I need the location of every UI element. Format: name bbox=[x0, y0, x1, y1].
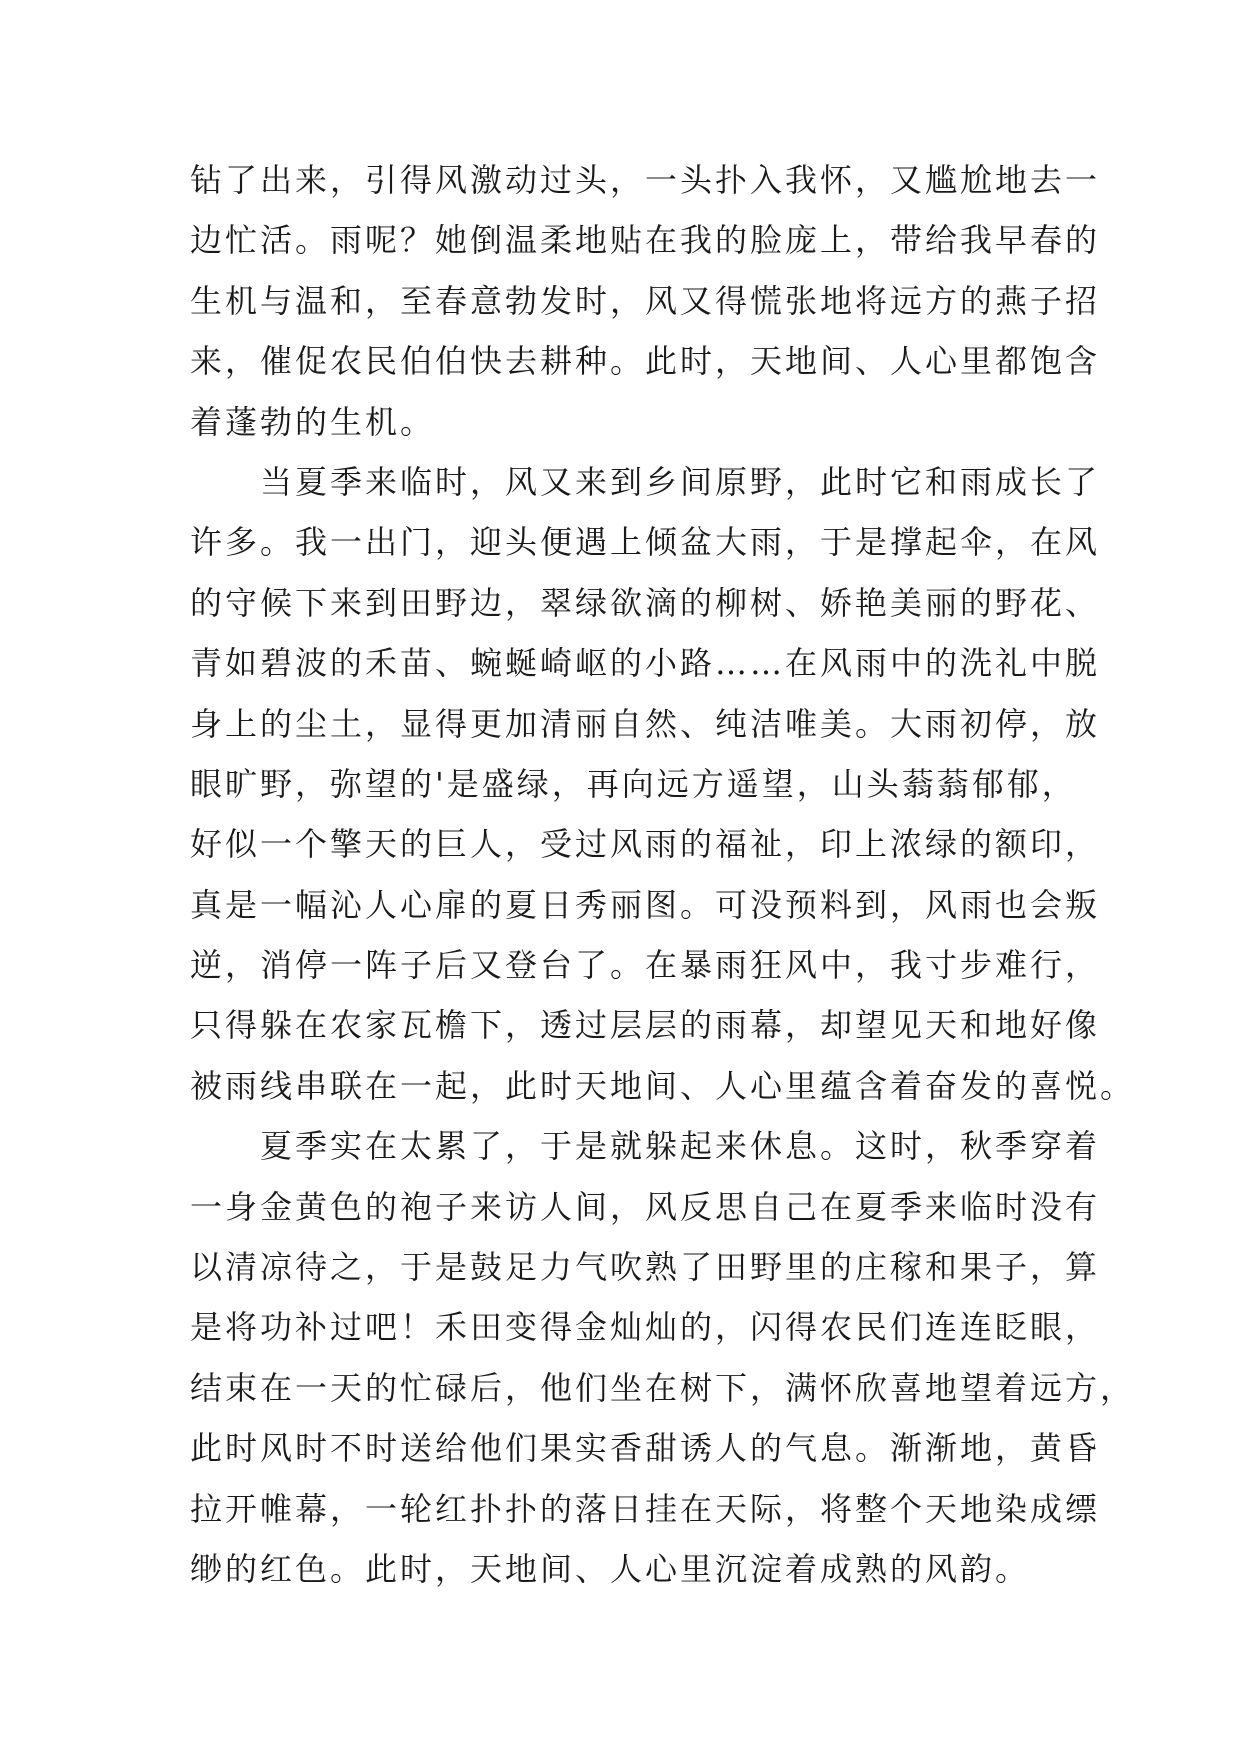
text-line: 逆，消停一阵子后又登台了。在暴雨狂风中，我寸步难行， bbox=[190, 946, 1101, 985]
text-line: 当夏季来临时，风又来到乡间原野，此时它和雨成长了 bbox=[260, 462, 1101, 501]
text-line: 缈的红色。此时，天地间、人心里沉淀着成熟的风韵。 bbox=[190, 1549, 1031, 1588]
text-line: 身上的尘土，显得更加清丽自然、纯洁唯美。大雨初停，放 bbox=[190, 704, 1101, 743]
text-line: 边忙活。雨呢？她倒温柔地贴在我的脸庞上，带给我早春的 bbox=[190, 221, 1101, 260]
text-line: 真是一幅沁人心扉的夏日秀丽图。可没预料到，风雨也会叛 bbox=[190, 885, 1101, 924]
text-line: 眼旷野，弥望的'是盛绿，再向远方遥望，山头蓊蓊郁郁， bbox=[190, 764, 1077, 803]
paragraph-3 bbox=[190, 1116, 1136, 1599]
paragraph-1 bbox=[190, 150, 1101, 452]
paragraph-2 bbox=[190, 452, 1136, 1116]
text-line: 的守候下来到田野边，翠绿欲滴的柳树、娇艳美丽的野花、 bbox=[190, 583, 1101, 622]
text-line: 只得躲在农家瓦檐下，透过层层的雨幕，却望见天和地好像 bbox=[190, 1006, 1101, 1045]
text-line: 好似一个擎天的巨人，受过风雨的福祉，印上浓绿的额印， bbox=[190, 825, 1101, 864]
text-line: 结束在一天的忙碌后，他们坐在树下，满怀欣喜地望着远方， bbox=[190, 1368, 1136, 1407]
text-line: 生机与温和，至春意勃发时，风又得慌张地将远方的燕子招 bbox=[190, 281, 1101, 320]
text-line: 是将功补过吧！禾田变得金灿灿的，闪得农民们连连眨眼， bbox=[190, 1308, 1101, 1347]
body-text bbox=[190, 150, 1136, 1599]
text-line: 此时风时不时送给他们果实香甜诱人的气息。渐渐地，黄昏 bbox=[190, 1429, 1101, 1468]
text-line: 来，催促农民伯伯快去耕种。此时，天地间、人心里都饱含 bbox=[190, 342, 1101, 381]
text-line: 被雨线串联在一起，此时天地间、人心里蕴含着奋发的喜悦。 bbox=[190, 1066, 1136, 1105]
text-line: 钻了出来，引得风激动过头，一头扑入我怀，又尴尬地去一 bbox=[190, 161, 1101, 199]
text-line: 以清凉待之，于是鼓足力气吹熟了田野里的庄稼和果子，算 bbox=[190, 1248, 1101, 1287]
text-line: 着蓬勃的生机。 bbox=[190, 402, 436, 441]
text-line: 夏季实在太累了，于是就躲起来休息。这时，秋季穿着 bbox=[260, 1127, 1101, 1166]
text-line: 青如碧波的禾苗、蜿蜒崎岖的小路……在风雨中的洗礼中脱 bbox=[190, 644, 1101, 683]
text-line: 一身金黄色的袍子来访人间，风反思自己在夏季来临时没有 bbox=[190, 1187, 1101, 1226]
text-line: 拉开帷幕，一轮红扑扑的落日挂在天际，将整个天地染成缥 bbox=[190, 1489, 1101, 1528]
text-line: 许多。我一出门，迎头便遇上倾盆大雨，于是撑起伞，在风 bbox=[190, 523, 1101, 562]
